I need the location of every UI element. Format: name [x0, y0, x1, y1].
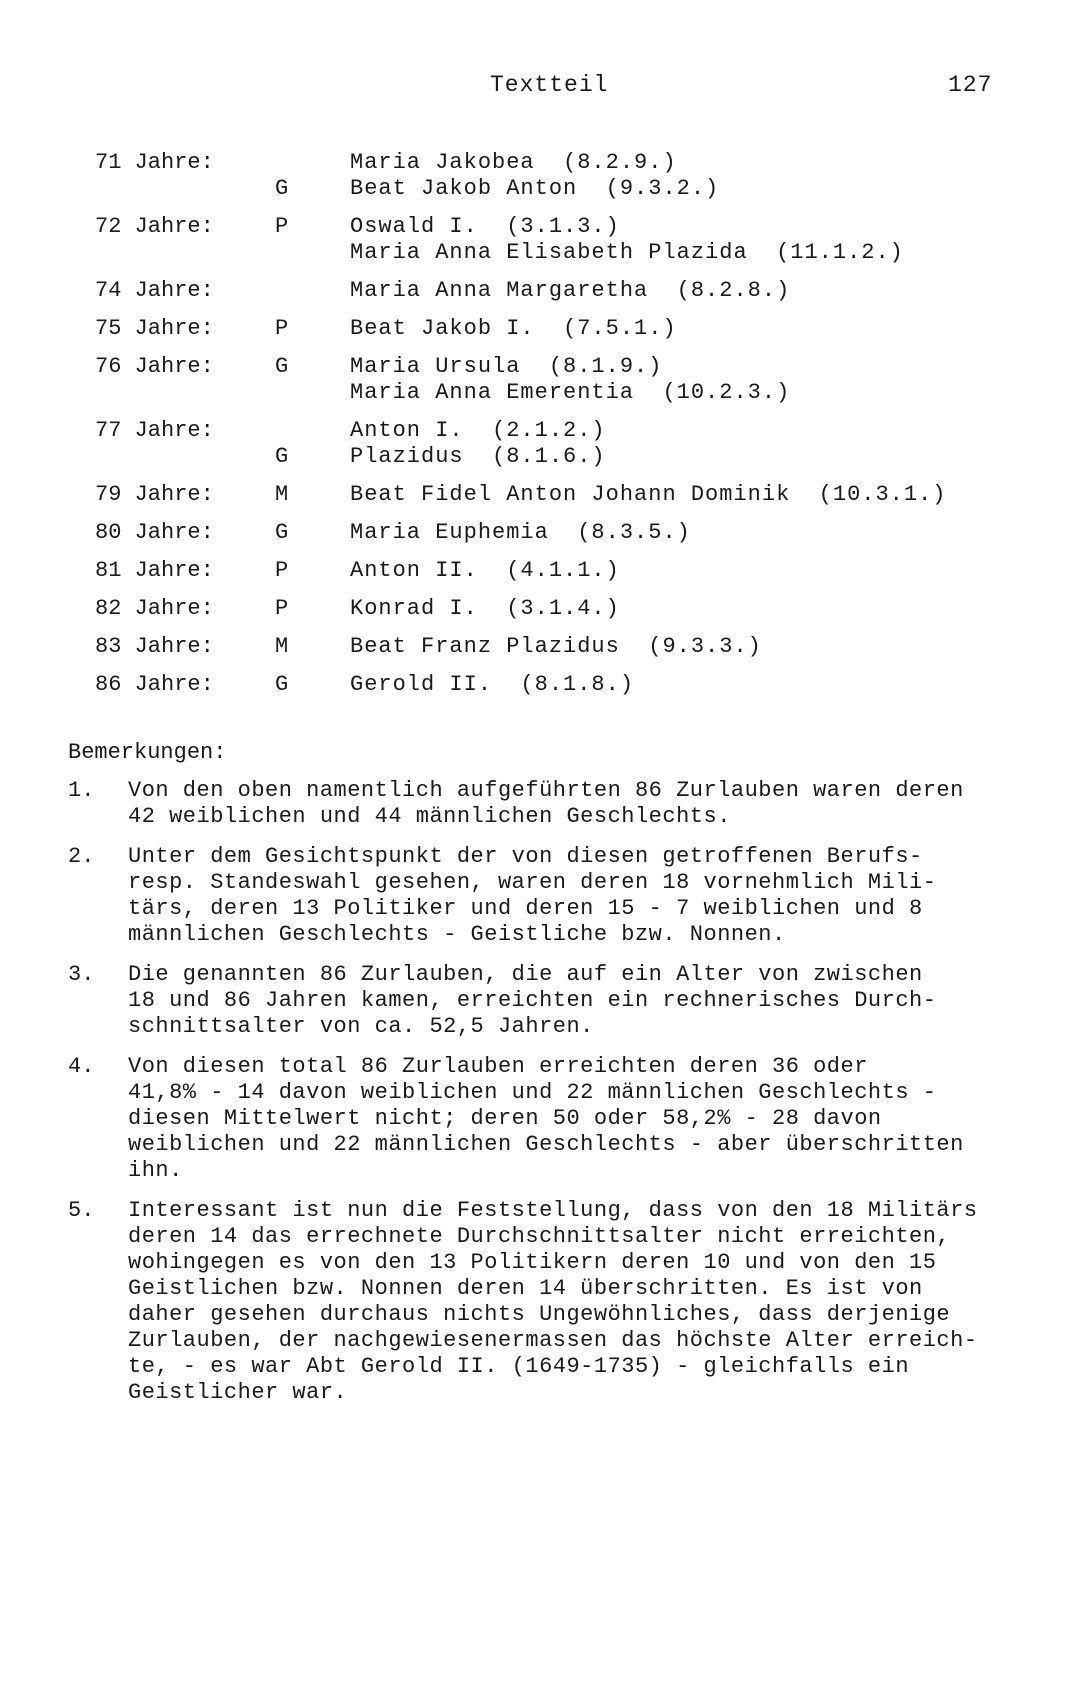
page-number: 127 — [948, 72, 993, 98]
remark-text: Unter dem Gesichtspunkt der von diesen getroffenen Berufs- resp. Standeswahl gesehen, waren deren 18 vornehmlich Mili- tärs, deren 13 Politiker und deren 15 - 7 weiblichen und 8 männlichen Geschlechts - Geistliche bzw. Nonnen. — [128, 844, 937, 947]
age-entry — [95, 240, 1055, 266]
age-entry — [95, 316, 1055, 342]
age-entry — [95, 354, 1055, 380]
person-name: Plazidus (8.1.6.) — [350, 444, 606, 469]
person-name: Gerold II. (8.1.8.) — [350, 672, 635, 697]
remarks-heading: Bemerkungen: — [68, 740, 227, 765]
person-name: Maria Jakobea (8.2.9.) — [350, 150, 677, 175]
category-code: G — [275, 354, 289, 379]
remark-item — [68, 962, 1048, 1040]
person-name: Maria Anna Margaretha (8.2.8.) — [350, 278, 791, 303]
age-group — [95, 482, 1055, 508]
category-code: M — [275, 634, 289, 659]
category-code: P — [275, 558, 289, 583]
age-label: 71 Jahre: — [95, 150, 214, 175]
age-label: 76 Jahre: — [95, 354, 214, 379]
age-label: 86 Jahre: — [95, 672, 214, 697]
person-name: Beat Jakob Anton (9.3.2.) — [350, 176, 720, 201]
remark-item — [68, 778, 1048, 830]
age-entry — [95, 444, 1055, 470]
age-label: 75 Jahre: — [95, 316, 214, 341]
age-entry — [95, 482, 1055, 508]
age-entry — [95, 672, 1055, 698]
age-label: 83 Jahre: — [95, 634, 214, 659]
remark-item — [68, 1198, 1048, 1406]
age-group — [95, 150, 1055, 202]
age-entry — [95, 520, 1055, 546]
remark-item — [68, 844, 1048, 948]
category-code: P — [275, 214, 289, 239]
age-group — [95, 596, 1055, 622]
person-name: Maria Euphemia (8.3.5.) — [350, 520, 691, 545]
age-group — [95, 418, 1055, 470]
person-name: Anton I. (2.1.2.) — [350, 418, 606, 443]
age-group — [95, 316, 1055, 342]
remark-number: 1. — [68, 778, 95, 803]
remark-item — [68, 1054, 1048, 1184]
category-code: P — [275, 596, 289, 621]
age-group — [95, 520, 1055, 546]
age-entry — [95, 596, 1055, 622]
category-code: G — [275, 444, 289, 469]
age-entry — [95, 558, 1055, 584]
age-entry — [95, 634, 1055, 660]
person-name: Anton II. (4.1.1.) — [350, 558, 620, 583]
remark-number: 3. — [68, 962, 95, 987]
remark-number: 2. — [68, 844, 95, 869]
age-group — [95, 278, 1055, 304]
person-name: Maria Ursula (8.1.9.) — [350, 354, 663, 379]
age-entry — [95, 176, 1055, 202]
age-entry — [95, 380, 1055, 406]
age-label: 79 Jahre: — [95, 482, 214, 507]
remark-text: Die genannten 86 Zurlauben, die auf ein Alter von zwischen 18 und 86 Jahren kamen, erreichten ein rechnerisches Durch- schnittsalter von ca. 52,5 Jahren. — [128, 962, 937, 1039]
age-label: 81 Jahre: — [95, 558, 214, 583]
age-group — [95, 214, 1055, 266]
remark-text: Von diesen total 86 Zurlauben erreichten deren 36 oder 41,8% - 14 davon weiblichen und 22 männlichen Geschlechts - diesen Mittelwert nicht; deren 50 oder 58,2% - 28 davon weiblichen und 22 männlichen Geschlechts - aber überschritten ihn. — [128, 1054, 964, 1183]
person-name: Maria Anna Elisabeth Plazida (11.1.2.) — [350, 240, 904, 265]
age-label: 82 Jahre: — [95, 596, 214, 621]
age-group — [95, 354, 1055, 406]
age-label: 72 Jahre: — [95, 214, 214, 239]
person-name: Oswald I. (3.1.3.) — [350, 214, 620, 239]
age-label: 77 Jahre: — [95, 418, 214, 443]
age-label: 80 Jahre: — [95, 520, 214, 545]
person-name: Beat Franz Plazidus (9.3.3.) — [350, 634, 762, 659]
remark-number: 4. — [68, 1054, 95, 1079]
running-title: Textteil — [490, 72, 609, 98]
category-code: P — [275, 316, 289, 341]
age-entry — [95, 418, 1055, 444]
category-code: M — [275, 482, 289, 507]
age-entry — [95, 278, 1055, 304]
category-code: G — [275, 672, 289, 697]
person-name: Maria Anna Emerentia (10.2.3.) — [350, 380, 791, 405]
remarks-list — [68, 778, 1048, 1420]
remark-text: Interessant ist nun die Feststellung, dass von den 18 Militärs deren 14 das errechnete Durchschnittsalter nicht erreichten, wohingegen es von den 13 Politikern deren 10 und von den 15 Geistlichen bzw. Nonnen deren 14 überschritten. Es ist von daher gesehen durchaus nichts Ungewöhnliches, dass derjenige Zurlauben, der nachgewiesenermassen das höchste Alter erreich- te, - es war Abt Gerold II. (1649-1735) - gleichfalls ein Geistlicher war. — [128, 1198, 978, 1405]
age-list — [95, 150, 1055, 710]
age-group — [95, 558, 1055, 584]
age-group — [95, 634, 1055, 660]
category-code: G — [275, 520, 289, 545]
age-label: 74 Jahre: — [95, 278, 214, 303]
person-name: Konrad I. (3.1.4.) — [350, 596, 620, 621]
person-name: Beat Jakob I. (7.5.1.) — [350, 316, 677, 341]
age-group — [95, 672, 1055, 698]
age-entry — [95, 214, 1055, 240]
remark-text: Von den oben namentlich aufgeführten 86 Zurlauben waren deren 42 weiblichen und 44 männlichen Geschlechts. — [128, 778, 964, 829]
age-entry — [95, 150, 1055, 176]
category-code: G — [275, 176, 289, 201]
person-name: Beat Fidel Anton Johann Dominik (10.3.1.) — [350, 482, 947, 507]
remark-number: 5. — [68, 1198, 95, 1223]
